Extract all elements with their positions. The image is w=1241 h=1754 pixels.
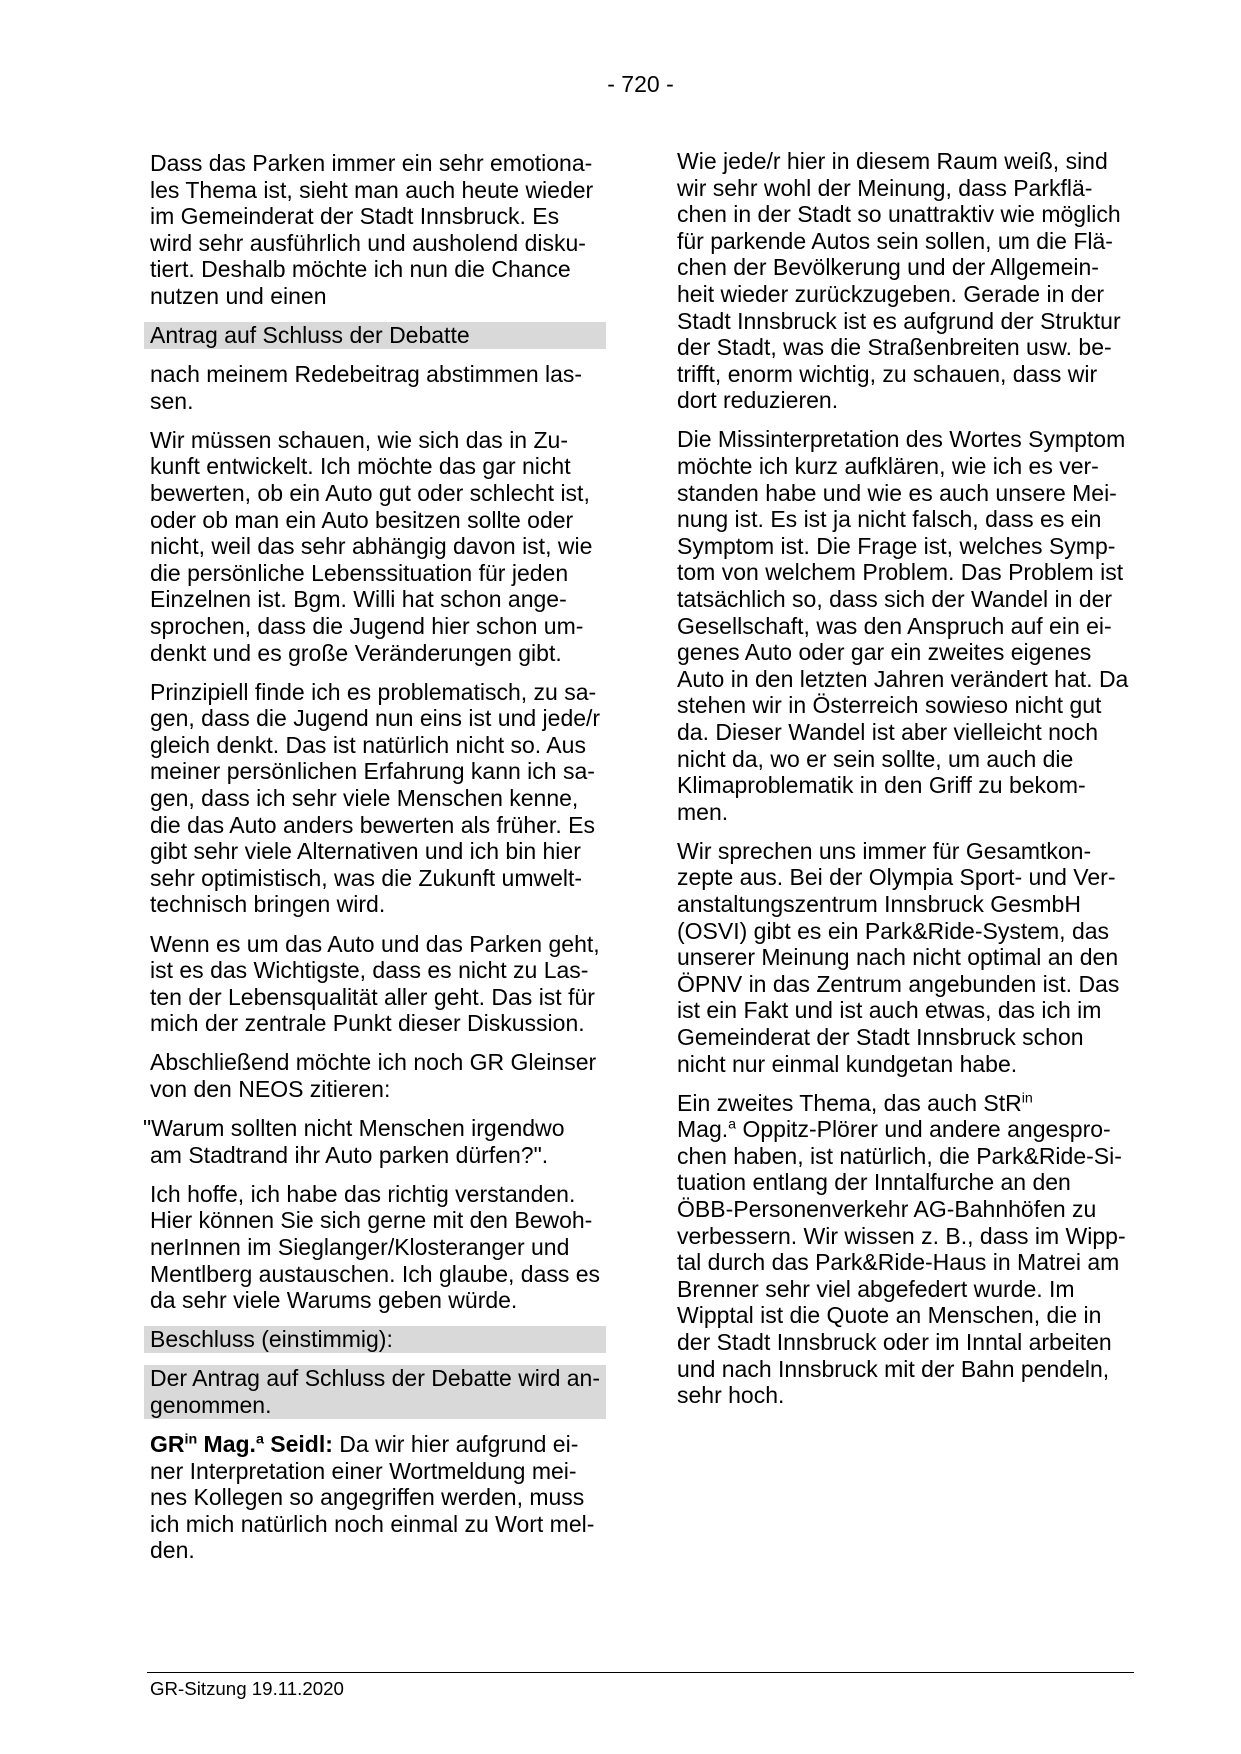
paragraph — [677, 426, 1133, 825]
text-line: sehr optimistisch, was die Zukunft umwelt- — [150, 864, 583, 891]
text-line: zepte aus. Bei der Olympia Sport- und Ver- — [677, 864, 1116, 891]
text-line: tuation entlang der Inntalfurche an den — [677, 1169, 1071, 1196]
text-line: der Stadt Innsbruck oder im Inntal arbeiten — [677, 1329, 1112, 1356]
text-line: tal durch das Park&Ride-Haus in Matrei am — [677, 1249, 1120, 1276]
text-line: meiner persönlichen Erfahrung kann ich sa- — [150, 758, 595, 785]
text-line: nicht, weil das sehr abhängig davon ist, wie — [150, 533, 593, 560]
speaker-name: Mag. — [197, 1431, 256, 1458]
text-line — [677, 1090, 1133, 1117]
text-line — [150, 1431, 606, 1458]
text-line: für parkende Autos sein sollen, um die Flä- — [677, 227, 1113, 254]
text-line: Die Missinterpretation des Wortes Symptom — [677, 426, 1126, 453]
text-line: oder ob man ein Auto besitzen sollte oder — [150, 506, 574, 533]
text-line: Mentlberg austauschen. Ich glaube, dass es — [150, 1260, 601, 1287]
text-line: Wie jede/r hier in diesem Raum weiß, sind — [677, 148, 1108, 174]
text-line: kunft entwickelt. Ich möchte das gar nicht — [150, 453, 571, 480]
text-line: gen, dass ich sehr viele Menschen kenne, — [150, 785, 579, 812]
quote-block — [143, 1115, 606, 1168]
text-line: Der Antrag auf Schluss der Debatte wird an- — [150, 1365, 601, 1392]
text-line: da. Dieser Wandel ist aber vielleicht noch — [677, 718, 1099, 745]
text-line: Prinzipiell finde ich es problematisch, zu sa- — [150, 678, 597, 705]
text-line: chen der Bevölkerung und der Allgemein- — [677, 254, 1099, 281]
text-line: stehen wir in Österreich sowieso nicht gut — [677, 692, 1102, 719]
text-line: Stadt Innsbruck ist es aufgrund der Struktur — [677, 307, 1121, 334]
shaded-box — [144, 1365, 606, 1418]
text-line: anstaltungszentrum Innsbruck GesmbH — [677, 891, 1081, 918]
superscript: in — [184, 1431, 198, 1448]
text-line: Hier können Sie sich gerne mit den Bewoh- — [150, 1207, 593, 1234]
shaded-box — [144, 322, 606, 349]
text-line: die persönliche Lebenssituation für jeden — [150, 559, 569, 586]
text-line: nutzen und einen — [150, 282, 327, 309]
paragraph — [150, 1181, 606, 1314]
footer-session-label: GR-Sitzung 19.11.2020 — [150, 1678, 344, 1699]
text-segment: Mag. — [677, 1116, 729, 1143]
text-line: heit wieder zurückzugeben. Gerade in der — [677, 280, 1105, 307]
text-line: standen habe und wie es auch unsere Mei- — [677, 479, 1117, 506]
text-line: Antrag auf Schluss der Debatte — [150, 322, 470, 349]
text-line: Einzelnen ist. Bgm. Willi hat schon ange- — [150, 586, 567, 613]
text-line: dort reduzieren. — [677, 387, 839, 414]
speaker-name: GR — [150, 1431, 185, 1458]
text-line: ÖPNV in das Zentrum angebunden ist. Das — [677, 970, 1120, 997]
text-line: trifft, enorm wichtig, zu schauen, dass wir — [677, 360, 1098, 387]
text-line: ist ein Fakt und ist auch etwas, das ich im — [677, 997, 1102, 1024]
superscript: in — [1021, 1090, 1033, 1107]
paragraph — [150, 427, 606, 666]
text-line: sen. — [150, 387, 194, 414]
speaker-name: Seidl: — [263, 1431, 333, 1458]
superscript: a — [255, 1431, 264, 1448]
text-line: Wir müssen schauen, wie sich das in Zu- — [150, 426, 568, 453]
text-line: chen haben, ist natürlich, die Park&Ride-Si- — [677, 1142, 1122, 1169]
text-line: ner Interpretation einer Wortmeldung mei- — [150, 1457, 577, 1484]
text-line: men. — [677, 798, 729, 825]
text-line: von den NEOS zitieren: — [150, 1076, 391, 1102]
paragraph — [677, 148, 1133, 414]
text-line: nerInnen im Sieglanger/Klosteranger und — [150, 1233, 570, 1260]
text-line: ten der Lebensqualität aller geht. Das ist für — [150, 983, 595, 1010]
text-line: nes Kollegen so angegriffen werden, muss — [150, 1484, 585, 1511]
text-line: Wir sprechen uns immer für Gesamtkon- — [677, 837, 1092, 864]
text-line: nach meinem Redebeitrag abstimmen las- — [150, 361, 583, 388]
text-line: Wipptal ist die Quote an Menschen, die in — [677, 1302, 1102, 1329]
footer-divider — [147, 1672, 1134, 1673]
paragraph — [150, 1049, 606, 1102]
text-segment: Oppitz-Plörer und andere angespro- — [736, 1116, 1111, 1143]
text-line: genes Auto oder gar ein zweites eigenes — [677, 639, 1092, 666]
text-line — [677, 1116, 1133, 1143]
text-line: im Gemeinderat der Stadt Innsbruck. Es — [150, 203, 560, 230]
text-line: genommen. — [150, 1391, 272, 1418]
paragraph — [677, 1090, 1133, 1409]
text-line: tatsächlich so, dass sich der Wandel in der — [677, 586, 1113, 612]
text-line: Beschluss (einstimmig): — [150, 1326, 393, 1353]
text-line: technisch bringen wird. — [150, 891, 386, 918]
text-line: ist es das Wichtigste, dass es nicht zu Las- — [150, 957, 589, 984]
text-line: den. — [150, 1537, 195, 1564]
text-line: nung ist. Es ist ja nicht falsch, dass es ein — [677, 506, 1102, 533]
text-line: Dass das Parken immer ein sehr emotiona- — [150, 150, 593, 176]
text-line: Gemeinderat der Stadt Innsbruck schon — [677, 1024, 1084, 1050]
text-line: unserer Meinung nach nicht optimal an den — [677, 944, 1119, 971]
text-line: Symptom ist. Die Frage ist, welches Symp- — [677, 532, 1116, 559]
text-line: sprochen, dass die Jugend hier schon um- — [150, 613, 584, 639]
paragraph — [150, 679, 606, 918]
text-line: tom von welchem Problem. Das Problem ist — [677, 559, 1124, 586]
text-line: sehr hoch. — [677, 1382, 785, 1409]
text-line: und nach Innsbruck mit der Bahn pendeln, — [677, 1355, 1110, 1382]
text-line: Brenner sehr viel abgefedert wurde. Im — [677, 1275, 1075, 1302]
shaded-box — [144, 1326, 606, 1353]
text-line: Ich hoffe, ich habe das richtig verstanden. — [150, 1180, 576, 1207]
text-line: der Stadt, was die Straßenbreiten usw. be- — [677, 334, 1112, 361]
text-line: am Stadtrand ihr Auto parken dürfen?". — [150, 1141, 549, 1168]
text-line: Wenn es um das Auto und das Parken geht, — [150, 930, 600, 957]
text-segment: Ein zweites Thema, das auch StR — [677, 1089, 1022, 1116]
text-line: ich mich natürlich noch einmal zu Wort mel- — [150, 1510, 595, 1537]
text-line: ÖBB-Personenverkehr AG-Bahnhöfen zu — [677, 1196, 1097, 1223]
text-line: da sehr viele Warums geben würde. — [150, 1287, 518, 1314]
text-line: gibt sehr viele Alternativen und ich bin hier — [150, 838, 581, 865]
text-line: gleich denkt. Das ist natürlich nicht so. Aus — [150, 731, 586, 758]
text-line: Klimaproblematik in den Griff zu bekom- — [677, 772, 1086, 799]
text-line: wir sehr wohl der Meinung, dass Parkflä- — [677, 174, 1093, 201]
text-line: verbessern. Wir wissen z. B., dass im Wipp- — [677, 1222, 1126, 1249]
paragraph — [150, 1431, 606, 1564]
text-line: Abschließend möchte ich noch GR Gleinser — [150, 1049, 597, 1076]
text-segment: Da wir hier aufgrund ei- — [332, 1431, 579, 1458]
text-line: les Thema ist, sieht man auch heute wieder — [150, 176, 594, 203]
text-line: die das Auto anders bewerten als früher. Es — [150, 811, 595, 838]
right-column — [677, 148, 1133, 1421]
text-line: Gesellschaft, was den Anspruch auf ein ei- — [677, 612, 1112, 639]
text-line: (OSVI) gibt es ein Park&Ride-System, das — [677, 917, 1110, 944]
text-line: "Warum sollten nicht Menschen irgendwo — [143, 1115, 565, 1142]
text-line: bewerten, ob ein Auto gut oder schlecht ist, — [150, 480, 590, 507]
left-column — [143, 150, 606, 1577]
text-line: chen in der Stadt so unattraktiv wie möglich — [677, 201, 1121, 228]
text-line: tiert. Deshalb möchte ich nun die Chance — [150, 256, 571, 283]
page-number: - 720 - — [607, 71, 674, 97]
paragraph — [150, 931, 606, 1037]
paragraph — [150, 150, 606, 310]
text-line: möchte ich kurz aufklären, wie ich es ver- — [677, 453, 1099, 480]
paragraph — [677, 838, 1133, 1077]
text-line: wird sehr ausführlich und ausholend disku- — [150, 229, 586, 256]
text-line: nicht nur einmal kundgetan habe. — [677, 1050, 1018, 1077]
text-line: nicht da, wo er sein sollte, um auch die — [677, 745, 1074, 772]
text-line: denkt und es große Veränderungen gibt. — [150, 639, 562, 666]
paragraph — [150, 361, 606, 414]
superscript: a — [728, 1116, 737, 1133]
text-line: gen, dass die Jugend nun eins ist und jede/r — [150, 705, 601, 732]
text-line: mich der zentrale Punkt dieser Diskussion. — [150, 1010, 585, 1037]
text-line: Auto in den letzten Jahren verändert hat. Da — [677, 665, 1129, 692]
